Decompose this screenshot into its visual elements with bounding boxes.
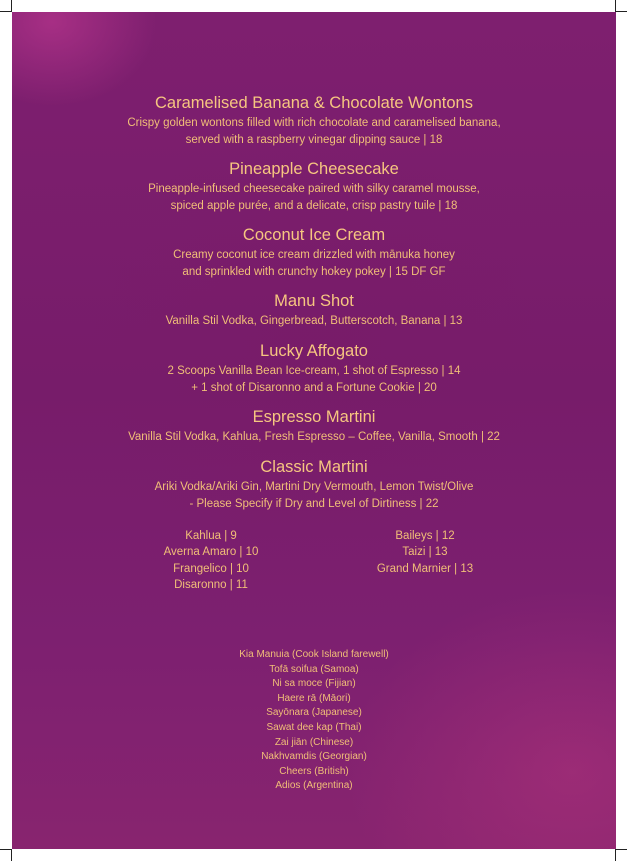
crop-mark bbox=[615, 11, 627, 12]
menu-item-title: Coconut Ice Cream bbox=[242, 226, 386, 244]
crop-mark bbox=[11, 849, 12, 861]
menu-page bbox=[12, 12, 616, 849]
menu-item-title: Manu Shot bbox=[274, 292, 354, 310]
spirit-item: Taizi | 13 bbox=[402, 546, 448, 559]
menu-item-description bbox=[12, 115, 616, 148]
spirit-item: Baileys | 12 bbox=[395, 530, 455, 542]
spirit-item: Disaronno | 11 bbox=[174, 578, 248, 591]
farewell-line: Sayōnara (Japanese) bbox=[266, 707, 362, 719]
description-line: Crispy golden wontons filled with rich chocolate and caramelised banana, bbox=[127, 117, 501, 129]
description-line: and sprinkled with crunchy hokey pokey | 15 DF GF bbox=[182, 265, 446, 278]
farewell-line: Nakhvamdis (Georgian) bbox=[261, 751, 367, 763]
menu-item bbox=[12, 341, 616, 396]
menu-item bbox=[12, 457, 616, 512]
farewell-line: Ni sa moce (Fijian) bbox=[272, 678, 356, 690]
menu-item-description bbox=[12, 247, 616, 280]
crop-mark bbox=[11, 0, 12, 12]
crop-mark bbox=[615, 849, 616, 861]
farewell-line: Tofā soifua (Samoa) bbox=[269, 663, 359, 675]
menu-item-description bbox=[12, 363, 616, 396]
menu-item-title: Pineapple Cheesecake bbox=[229, 160, 399, 178]
menu-item bbox=[12, 225, 616, 280]
menu-item bbox=[12, 93, 616, 148]
menu-item-title: Lucky Affogato bbox=[260, 342, 368, 360]
menu-item bbox=[12, 407, 616, 446]
menu-item bbox=[12, 159, 616, 214]
spirit-item: Grand Marnier | 13 bbox=[376, 562, 474, 575]
menu-item-description bbox=[12, 181, 616, 214]
description-line: 2 Scoops Vanilla Bean Ice-cream, 1 shot of Espresso | 14 bbox=[167, 365, 461, 377]
menu-item-title: Espresso Martini bbox=[252, 408, 376, 426]
crop-mark bbox=[615, 0, 616, 12]
menu-item-description bbox=[12, 429, 616, 446]
description-line: spiced apple purée, and a delicate, crisp pastry tuile | 18 bbox=[170, 199, 458, 212]
farewell-line: Kia Manuia (Cook Island farewell) bbox=[239, 649, 389, 660]
farewell-line: Cheers (British) bbox=[279, 765, 349, 777]
spirit-item: Averna Amaro | 10 bbox=[163, 546, 259, 559]
description-line: Vanilla Stil Vodka, Gingerbread, Butterscotch, Banana | 13 bbox=[165, 315, 463, 327]
farewell-list bbox=[12, 648, 616, 794]
spirits-list-right bbox=[355, 528, 495, 577]
farewell-line: Adios (Argentina) bbox=[275, 780, 353, 792]
farewell-line: Zai jiān (Chinese) bbox=[274, 736, 354, 748]
description-line: + 1 shot of Disaronno and a Fortune Cookie | 20 bbox=[191, 381, 437, 394]
description-line: Pineapple-infused cheesecake paired with silky caramel mousse, bbox=[148, 183, 480, 195]
spirit-item: Kahlua | 9 bbox=[185, 530, 237, 542]
menu-item-title: Caramelised Banana & Chocolate Wontons bbox=[155, 94, 473, 112]
spirits-list-left bbox=[141, 528, 281, 593]
farewell-line: Sawat dee kap (Thai) bbox=[266, 721, 362, 733]
crop-mark bbox=[615, 849, 627, 850]
description-line: served with a raspberry vinegar dipping sauce | 18 bbox=[185, 133, 443, 146]
menu-item-title: Classic Martini bbox=[260, 458, 368, 476]
spirit-item: Frangelico | 10 bbox=[173, 562, 249, 575]
farewell-line: Haere rā (Māori) bbox=[277, 692, 351, 704]
description-line: Vanilla Stil Vodka, Kahlua, Fresh Espresso – Coffee, Vanilla, Smooth | 22 bbox=[128, 431, 500, 443]
description-line: - Please Specify if Dry and Level of Dirtiness | 22 bbox=[189, 497, 439, 510]
menu-item-description bbox=[12, 479, 616, 512]
description-line: Ariki Vodka/Ariki Gin, Martini Dry Vermouth, Lemon Twist/Olive bbox=[154, 481, 474, 493]
menu-item bbox=[12, 291, 616, 330]
description-line: Creamy coconut ice cream drizzled with mānuka honey bbox=[173, 249, 455, 261]
menu-item-description bbox=[12, 313, 616, 330]
